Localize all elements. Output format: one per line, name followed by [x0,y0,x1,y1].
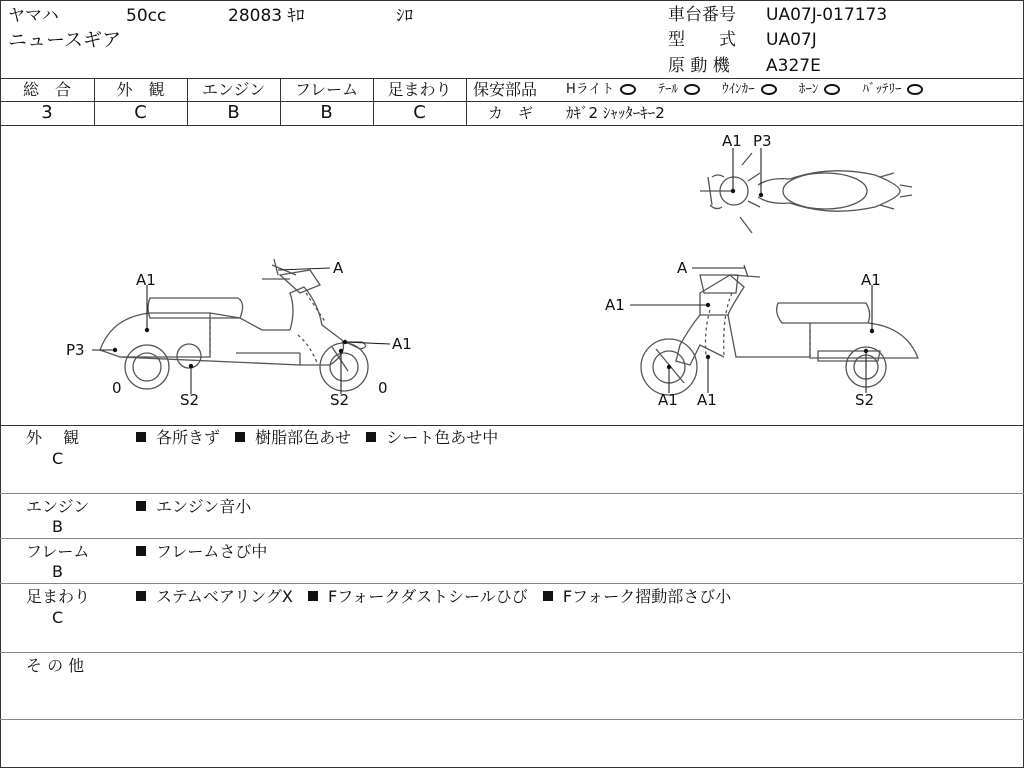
comment-divider [0,493,1024,494]
type-value: UA07J [766,30,817,50]
grade-frame-label: フレーム [294,80,359,99]
comment-items: フレームさび中 [136,542,267,562]
safety-item: ｳｲﾝｶｰ [722,82,777,97]
grade-suspension-value: C [413,102,426,123]
grade-frame-value: B [320,102,333,123]
engine-label: 原 動 機 [668,56,730,76]
label-left-s2-front: S2 [330,391,350,409]
comment-grade: C [52,608,64,627]
comment-divider [0,719,1024,720]
comment-divider [0,583,1024,584]
ok-circle-icon [824,84,840,95]
grade-divider [466,78,467,125]
label-left-zero-rear: 0 [112,379,122,397]
grade-engine-value: B [227,102,240,123]
label-right-a1-wheel: A1 [658,391,678,409]
top-view-scooter [700,153,912,233]
grade-table-mid [0,101,1024,102]
damage-diagram [0,125,1024,425]
bullet-square-icon [543,591,553,601]
bullet-square-icon [136,432,146,442]
key-label: カ ギ [488,104,534,122]
comment-grade: B [52,562,63,581]
grade-engine-label: エンジン [201,80,266,99]
bullet-square-icon [235,432,245,442]
comment-category: 足まわり [26,587,91,606]
ok-circle-icon [761,84,777,95]
maker: ヤマハ [8,6,59,26]
safety-item: ﾊﾞｯﾃﾘｰ [862,82,923,97]
bullet-square-icon [308,591,318,601]
comment-category: エンジン [26,497,90,516]
ok-circle-icon [907,84,923,95]
grade-overall-label: 総 合 [22,80,71,99]
mileage: 28083 ｷﾛ [228,6,305,26]
model-name: ニュースギア [8,29,122,51]
grade-exterior-label: 外 観 [116,80,165,99]
color: ｼﾛ [396,6,413,26]
safety-item: ﾃｰﾙ [659,82,701,97]
comments-top [0,425,1024,426]
key-value: ｶｷﾞ2 ｼｬｯﾀｰｷｰ2 [566,104,665,122]
grade-exterior-value: C [134,102,147,123]
comment-category: フレーム [26,542,90,561]
comment-items: エンジン音小 [136,497,251,517]
safety-parts-title: 保安部品 [473,80,538,99]
comment-items: ステムベアリングX Fフォークダストシールひび Fフォーク摺動部さび小 [136,587,731,607]
label-top-a1: A1 [722,132,742,150]
ok-circle-icon [684,84,700,95]
safety-item: Hライト [566,82,636,97]
comment-grade: B [52,517,63,536]
label-left-p3: P3 [66,341,85,359]
type-label: 型 式 [668,30,736,50]
label-right-a1-steer: A1 [605,296,625,314]
comment-category: 外 観 [26,428,80,447]
comment-items: 各所きず 樹脂部色あせ シート色あせ中 [136,428,498,448]
engine-value: A327E [766,56,821,76]
safety-parts-list [566,80,923,100]
ok-circle-icon [620,84,636,95]
label-left-zero-front: 0 [378,379,388,397]
label-left-s2-rear: S2 [180,391,200,409]
bullet-square-icon [136,501,146,511]
label-right-a1-seat: A1 [861,271,881,289]
safety-item: ﾎｰﾝ [799,82,841,97]
label-left-a1-front: A1 [392,335,412,353]
grade-overall-value: 3 [41,102,53,123]
damage-points [113,189,874,369]
comment-divider [0,652,1024,653]
comment-grade: C [52,449,64,468]
bullet-square-icon [136,591,146,601]
label-left-a: A [333,259,344,277]
grade-suspension-label: 足まわり [387,80,452,99]
frame-number-value: UA07J-017173 [766,5,888,25]
bullet-square-icon [366,432,376,442]
bullet-square-icon [136,546,146,556]
label-right-s2: S2 [855,391,875,409]
displacement: 50cc [126,6,167,26]
label-top-p3: P3 [753,132,772,150]
comment-category: そ の 他 [26,656,85,675]
frame-number-label: 車台番号 [668,5,736,25]
label-left-a1-seat: A1 [136,271,156,289]
grade-table-top [0,78,1024,79]
label-right-a: A [677,259,688,277]
comment-divider [0,538,1024,539]
label-right-a1-floor: A1 [697,391,717,409]
